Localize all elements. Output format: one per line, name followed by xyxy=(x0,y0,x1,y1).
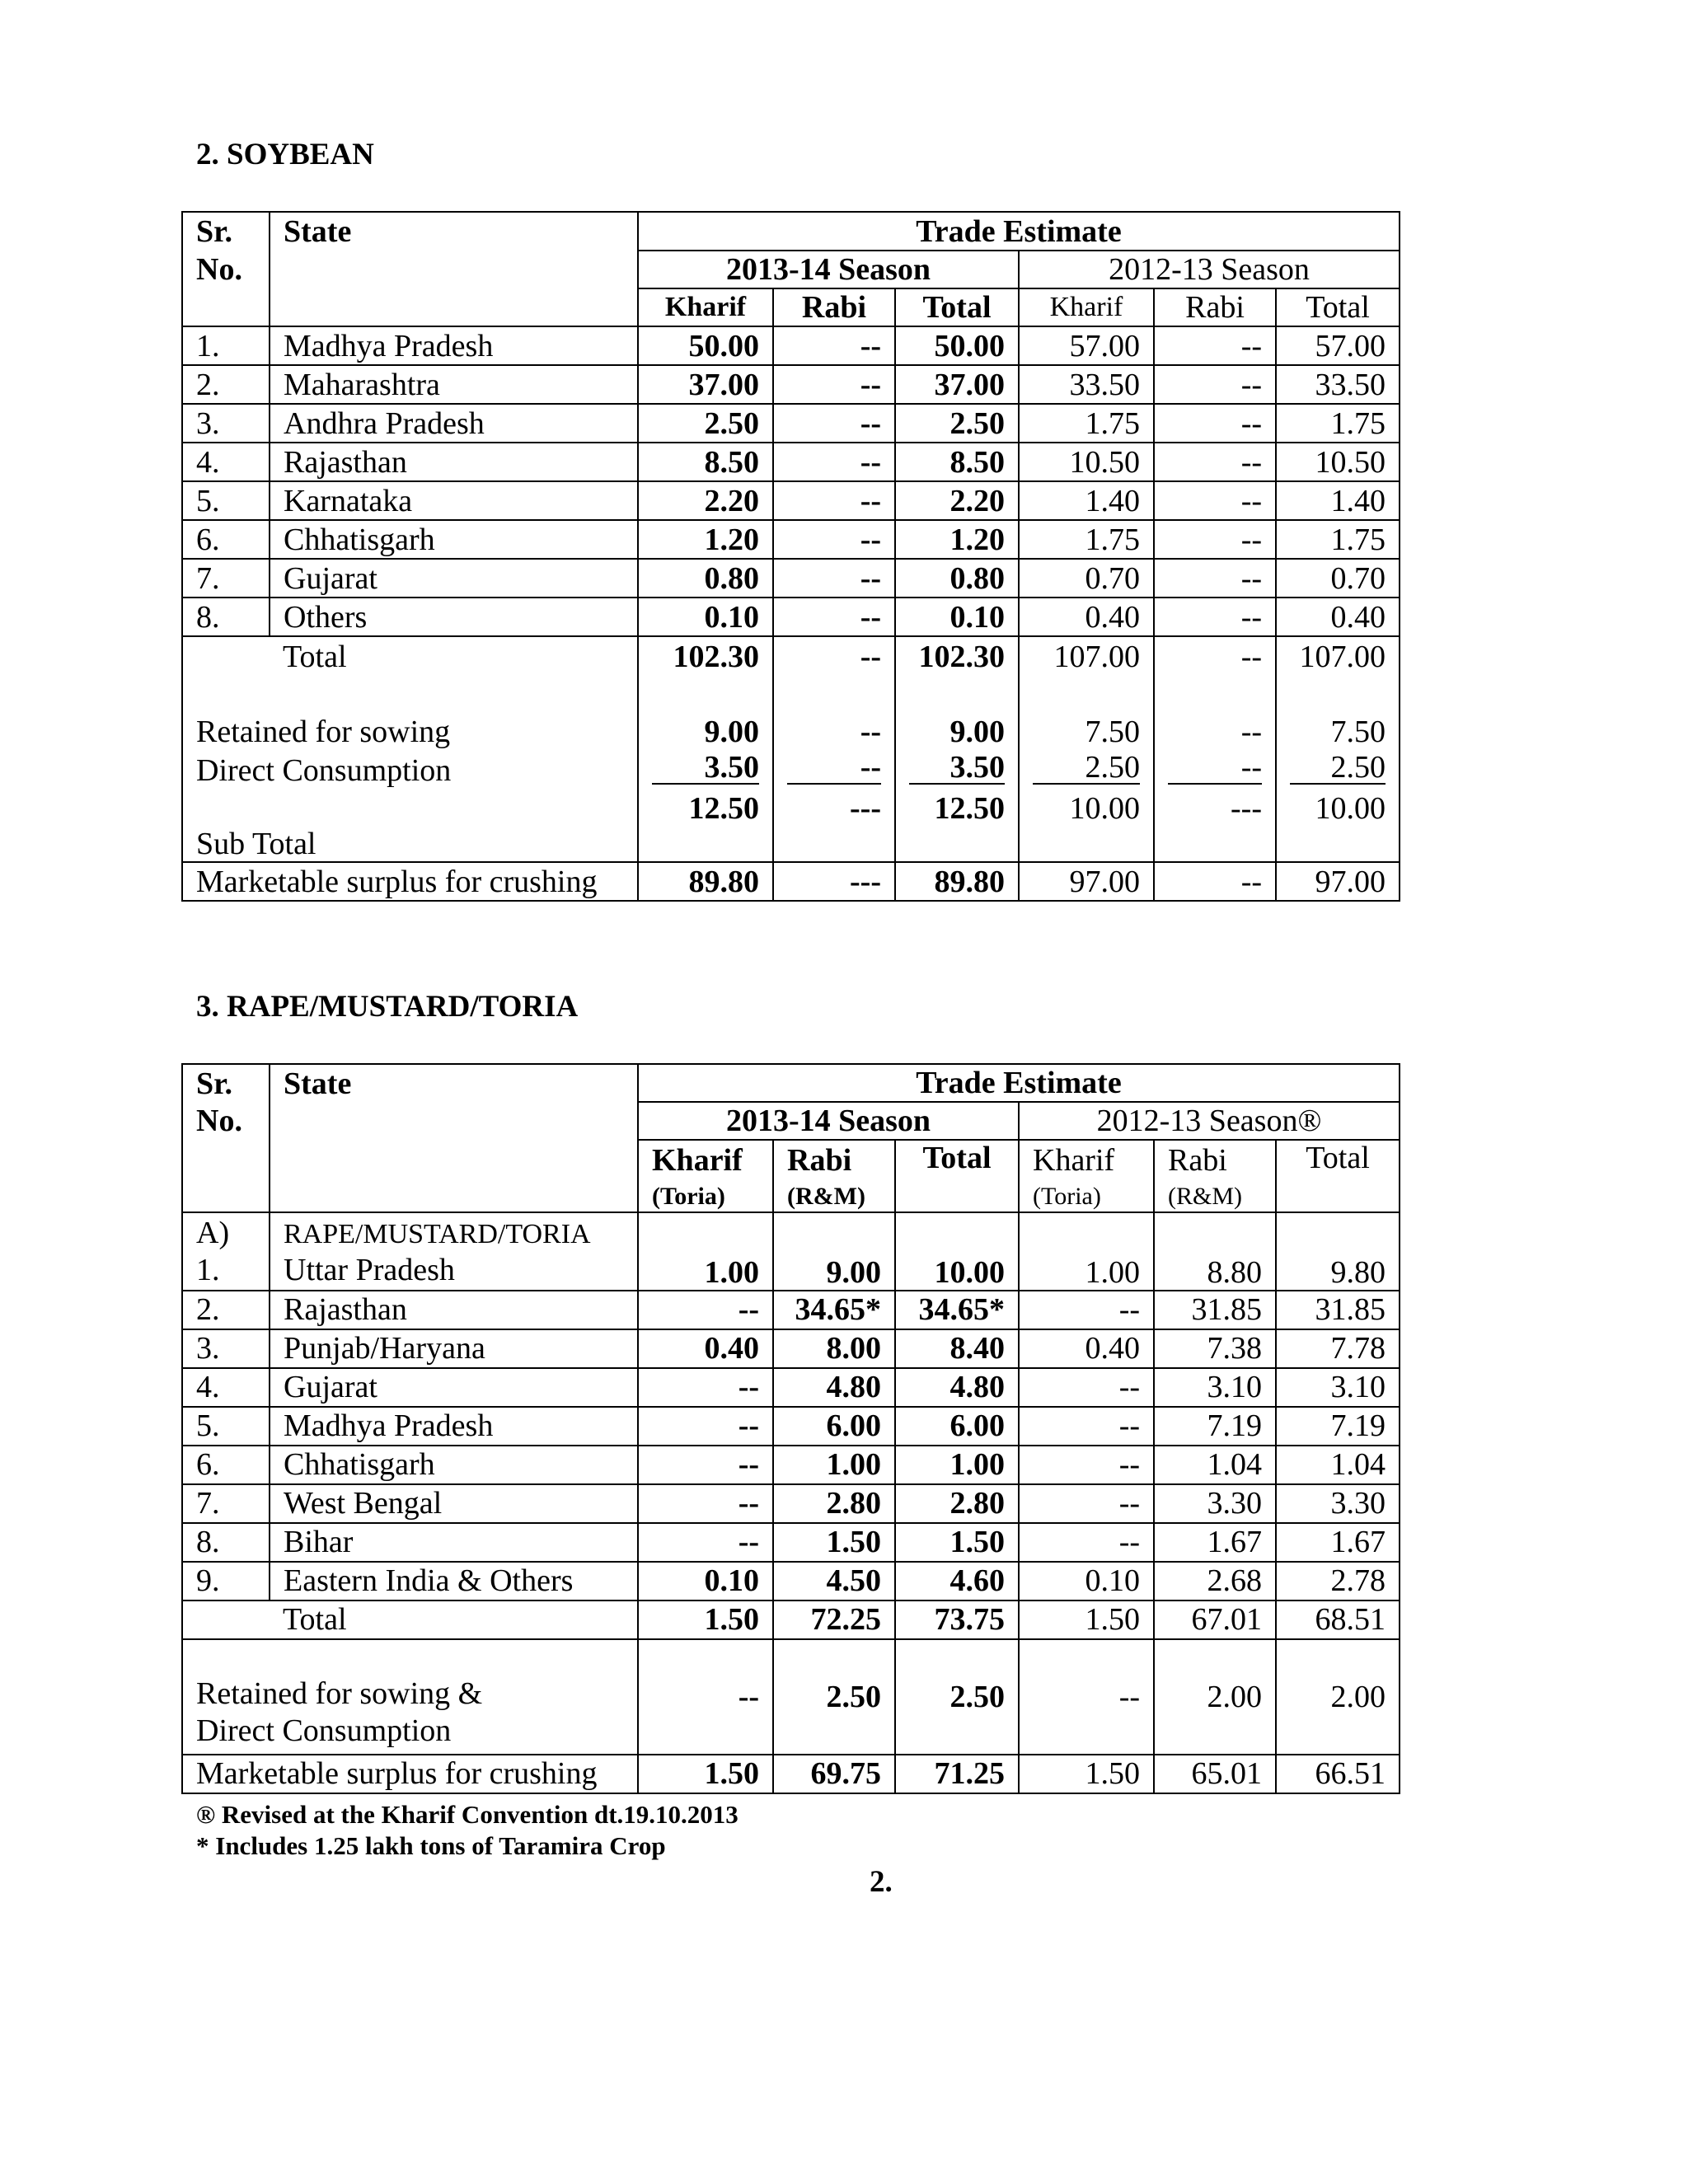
total-prev-cell: 1.75 xyxy=(1276,520,1400,559)
kharif-cell: 37.00 xyxy=(638,365,773,404)
marketable-total-prev: 97.00 xyxy=(1276,862,1400,901)
total-cell: 1.00 xyxy=(895,1446,1019,1484)
rabi-prev-cell: 7.19 xyxy=(1154,1407,1276,1446)
state-cell: Rajasthan xyxy=(270,443,638,481)
total-prev-cell: 1.04 xyxy=(1276,1446,1400,1484)
sr-cell: 2. xyxy=(182,1291,270,1329)
total-kharif: 102.30 xyxy=(638,636,773,676)
group-label: RAPE/MUSTARD/TORIA xyxy=(284,1218,591,1249)
rabi-cell: 1.50 xyxy=(773,1523,895,1562)
sr-cell: 7. xyxy=(182,559,270,598)
direct-rabi: -- xyxy=(787,752,881,785)
total-total: 102.30 xyxy=(895,636,1019,676)
total-cell: 34.65* xyxy=(895,1291,1019,1329)
subtotal-label: Sub Total xyxy=(182,790,638,862)
rabi-header-prev xyxy=(1154,1140,1276,1212)
rabi-cell: -- xyxy=(773,598,895,636)
kharif-prev-cell: 10.50 xyxy=(1019,443,1154,481)
total-prev-cell: 10.50 xyxy=(1276,443,1400,481)
total-cell: 37.00 xyxy=(895,365,1019,404)
rabi-prev-cell: 3.30 xyxy=(1154,1484,1276,1523)
sr-cell: 8. xyxy=(182,1523,270,1562)
direct-kharif-prev: 2.50 xyxy=(1033,752,1140,785)
subtotal-rabi: --- xyxy=(773,790,895,862)
no-header: No. xyxy=(182,251,270,288)
table-row xyxy=(182,1562,1400,1601)
retained-kharif: -- xyxy=(638,1639,773,1755)
rabi-sub-label: (R&M) xyxy=(787,1182,865,1210)
kharif-prev-cell: 0.70 xyxy=(1019,559,1154,598)
total-kharif-prev: 107.00 xyxy=(1019,636,1154,676)
state-header: State xyxy=(270,1064,638,1102)
kharif-prev-cell: -- xyxy=(1019,1523,1154,1562)
trade-estimate-header: Trade Estimate xyxy=(638,1064,1400,1102)
state-cell: Gujarat xyxy=(270,1368,638,1407)
total-cell: 1.50 xyxy=(895,1523,1019,1562)
kharif-cell: -- xyxy=(638,1291,773,1329)
table-row xyxy=(182,1368,1400,1407)
rabi-prev-cell: -- xyxy=(1154,404,1276,443)
marketable-kharif: 1.50 xyxy=(638,1755,773,1793)
rabi-cell: -- xyxy=(773,404,895,443)
state-cell: Rajasthan xyxy=(270,1291,638,1329)
rabi-header: Rabi xyxy=(773,288,895,326)
state-header-spacer xyxy=(270,1140,638,1212)
soybean-header-row-2 xyxy=(182,251,1400,288)
total-prev-cell: 1.67 xyxy=(1276,1523,1400,1562)
total-prev-cell: 3.30 xyxy=(1276,1484,1400,1523)
subtotal-row xyxy=(182,790,1400,862)
direct-total-prev: 2.50 xyxy=(1290,752,1386,785)
kharif-prev-cell: 33.50 xyxy=(1019,365,1154,404)
total-prev-cell: 3.10 xyxy=(1276,1368,1400,1407)
retained-rabi-prev: -- xyxy=(1154,712,1276,752)
sr-cell: 3. xyxy=(182,1329,270,1368)
state-cell: Chhatisgarh xyxy=(270,520,638,559)
sr-cell: 8. xyxy=(182,598,270,636)
trade-estimate-header: Trade Estimate xyxy=(638,212,1400,251)
marketable-total-prev: 66.51 xyxy=(1276,1755,1400,1793)
rabi-cell: -- xyxy=(773,520,895,559)
total-rabi: 72.25 xyxy=(773,1601,895,1639)
direct-total-cell xyxy=(895,752,1019,790)
kharif-cell: 0.80 xyxy=(638,559,773,598)
rabi-prev-cell: 7.38 xyxy=(1154,1329,1276,1368)
marketable-kharif-prev: 97.00 xyxy=(1019,862,1154,901)
retained-label: Retained for sowing xyxy=(182,712,638,752)
kharif-cell: 50.00 xyxy=(638,326,773,365)
total-total-prev: 107.00 xyxy=(1276,636,1400,676)
kharif-cell: 0.10 xyxy=(638,598,773,636)
subtotal-total: 12.50 xyxy=(895,790,1019,862)
rabi-prev-cell: -- xyxy=(1154,326,1276,365)
total-prev-cell: 9.80 xyxy=(1276,1212,1400,1291)
kharif-header: Kharif xyxy=(638,288,773,326)
total-cell: 1.20 xyxy=(895,520,1019,559)
subtotal-total-prev: 10.00 xyxy=(1276,790,1400,862)
group-sr: A) xyxy=(196,1215,230,1250)
retained-label xyxy=(182,1639,638,1755)
marketable-rabi: 69.75 xyxy=(773,1755,895,1793)
kharif-prev-cell: -- xyxy=(1019,1368,1154,1407)
rabi-cell: 8.00 xyxy=(773,1329,895,1368)
mustard-header-row-1 xyxy=(182,1064,1400,1102)
rabi-cell: -- xyxy=(773,443,895,481)
retained-kharif: 9.00 xyxy=(638,712,773,752)
kharif-cell: 0.40 xyxy=(638,1329,773,1368)
marketable-total: 89.80 xyxy=(895,862,1019,901)
retained-kharif-prev: -- xyxy=(1019,1639,1154,1755)
table-row xyxy=(182,520,1400,559)
total-cell: 10.00 xyxy=(895,1212,1019,1291)
rabi-label-prev: Rabi xyxy=(1168,1143,1227,1178)
total-cell: 2.50 xyxy=(895,404,1019,443)
sr-header-spacer xyxy=(182,1140,270,1212)
rabi-cell: -- xyxy=(773,326,895,365)
retained-kharif-prev: 7.50 xyxy=(1019,712,1154,752)
rabi-cell: 1.00 xyxy=(773,1446,895,1484)
direct-total: 3.50 xyxy=(909,752,1005,785)
rabi-prev-cell: -- xyxy=(1154,443,1276,481)
sr-cell: 1. xyxy=(182,326,270,365)
rabi-prev-cell: -- xyxy=(1154,520,1276,559)
rabi-cell: -- xyxy=(773,481,895,520)
sr-cell: 5. xyxy=(182,1407,270,1446)
retained-label-line2: Direct Consumption xyxy=(196,1713,452,1749)
kharif-cell: 8.50 xyxy=(638,443,773,481)
total-prev-cell: 57.00 xyxy=(1276,326,1400,365)
season-current-header: 2013-14 Season xyxy=(638,251,1019,288)
rabi-cell: 4.50 xyxy=(773,1562,895,1601)
total-label: Total xyxy=(270,636,638,676)
sr-header-spacer xyxy=(182,288,270,326)
kharif-cell: 1.00 xyxy=(638,1212,773,1291)
state-cell: Maharashtra xyxy=(270,365,638,404)
spacer xyxy=(182,636,270,676)
table-row xyxy=(182,1329,1400,1368)
sr-cell: 5. xyxy=(182,481,270,520)
total-rabi-prev: 67.01 xyxy=(1154,1601,1276,1639)
retained-total-prev: 2.00 xyxy=(1276,1639,1400,1755)
total-cell: 50.00 xyxy=(895,326,1019,365)
total-cell: 8.50 xyxy=(895,443,1019,481)
table-row xyxy=(182,1291,1400,1329)
rabi-header xyxy=(773,1140,895,1212)
page-number: 2. xyxy=(870,1865,893,1899)
total-rabi: -- xyxy=(773,636,895,676)
marketable-kharif-prev: 1.50 xyxy=(1019,1755,1154,1793)
direct-kharif: 3.50 xyxy=(652,752,759,785)
subtotal-rabi-prev: --- xyxy=(1154,790,1276,862)
kharif-prev-cell: 0.40 xyxy=(1019,598,1154,636)
total-prev-cell: 33.50 xyxy=(1276,365,1400,404)
table-row xyxy=(182,443,1400,481)
kharif-sub-label: (Toria) xyxy=(652,1182,725,1210)
kharif-prev-cell: 0.40 xyxy=(1019,1329,1154,1368)
retained-rabi: -- xyxy=(773,712,895,752)
rabi-cell: 6.00 xyxy=(773,1407,895,1446)
kharif-prev-cell: 57.00 xyxy=(1019,326,1154,365)
table-row xyxy=(182,1212,1400,1291)
rabi-prev-cell: -- xyxy=(1154,598,1276,636)
revised-footnote: ® Revised at the Kharif Convention dt.19.10.2013 xyxy=(196,1800,738,1829)
state-cell: Others xyxy=(270,598,638,636)
sr-cell: 4. xyxy=(182,443,270,481)
kharif-header-prev xyxy=(1019,1140,1154,1212)
total-header-prev: Total xyxy=(1276,1140,1400,1212)
total-prev-cell: 2.78 xyxy=(1276,1562,1400,1601)
retained-rabi: 2.50 xyxy=(773,1639,895,1755)
marketable-rabi-prev: -- xyxy=(1154,862,1276,901)
retained-total-prev: 7.50 xyxy=(1276,712,1400,752)
kharif-prev-cell: 0.10 xyxy=(1019,1562,1154,1601)
direct-rabi-cell xyxy=(773,752,895,790)
kharif-prev-cell: -- xyxy=(1019,1407,1154,1446)
marketable-kharif: 89.80 xyxy=(638,862,773,901)
sr-cell: 3. xyxy=(182,404,270,443)
total-cell: 8.40 xyxy=(895,1329,1019,1368)
state-cell: Gujarat xyxy=(270,559,638,598)
kharif-cell: -- xyxy=(638,1368,773,1407)
total-cell: 2.20 xyxy=(895,481,1019,520)
soybean-header-row-1 xyxy=(182,212,1400,251)
rabi-cell: 2.80 xyxy=(773,1484,895,1523)
kharif-cell: 2.20 xyxy=(638,481,773,520)
state-cell: Eastern India & Others xyxy=(270,1562,638,1601)
retained-label-line1: Retained for sowing & xyxy=(196,1675,483,1711)
kharif-label: Kharif xyxy=(652,1143,743,1178)
total-prev-cell: 0.40 xyxy=(1276,598,1400,636)
total-cell: 6.00 xyxy=(895,1407,1019,1446)
rabi-prev-cell: -- xyxy=(1154,481,1276,520)
row-sr: 1. xyxy=(196,1253,220,1288)
rabi-prev-cell: 1.04 xyxy=(1154,1446,1276,1484)
retained-total: 2.50 xyxy=(895,1639,1019,1755)
direct-total-prev-cell xyxy=(1276,752,1400,790)
blank-row xyxy=(182,676,1400,712)
rabi-header-prev: Rabi xyxy=(1154,288,1276,326)
retained-row xyxy=(182,712,1400,752)
kharif-sub-label-prev: (Toria) xyxy=(1033,1182,1101,1210)
state-cell: West Bengal xyxy=(270,1484,638,1523)
kharif-header-prev: Kharif xyxy=(1019,288,1154,326)
sr-cell: 2. xyxy=(182,365,270,404)
kharif-prev-cell: 1.40 xyxy=(1019,481,1154,520)
kharif-prev-cell: 1.75 xyxy=(1019,520,1154,559)
total-rabi-prev: -- xyxy=(1154,636,1276,676)
state-cell: Madhya Pradesh xyxy=(270,1407,638,1446)
marketable-label: Marketable surplus for crushing xyxy=(182,862,638,901)
total-cell: 2.80 xyxy=(895,1484,1019,1523)
season-previous-header: 2012-13 Season® xyxy=(1019,1102,1400,1140)
state-cell: Madhya Pradesh xyxy=(270,326,638,365)
total-prev-cell: 31.85 xyxy=(1276,1291,1400,1329)
rabi-prev-cell: 3.10 xyxy=(1154,1368,1276,1407)
rabi-prev-cell: 31.85 xyxy=(1154,1291,1276,1329)
table-row xyxy=(182,1523,1400,1562)
total-label: Total xyxy=(270,1601,638,1639)
table-row xyxy=(182,365,1400,404)
rabi-sub-label-prev: (R&M) xyxy=(1168,1182,1242,1210)
subtotal-kharif: 12.50 xyxy=(638,790,773,862)
rabi-cell: 34.65* xyxy=(773,1291,895,1329)
rabi-cell: 4.80 xyxy=(773,1368,895,1407)
total-row xyxy=(182,636,1400,676)
kharif-cell: -- xyxy=(638,1407,773,1446)
season-current-header: 2013-14 Season xyxy=(638,1102,1019,1140)
soybean-section-title: 2. SOYBEAN xyxy=(196,138,374,171)
rabi-prev-cell: -- xyxy=(1154,559,1276,598)
rabi-cell: -- xyxy=(773,559,895,598)
marketable-total: 71.25 xyxy=(895,1755,1019,1793)
sr-header: Sr. xyxy=(182,212,270,251)
state-cell: Karnataka xyxy=(270,481,638,520)
total-prev-cell: 7.19 xyxy=(1276,1407,1400,1446)
retained-rabi-prev: 2.00 xyxy=(1154,1639,1276,1755)
total-kharif-prev: 1.50 xyxy=(1019,1601,1154,1639)
table-row xyxy=(182,598,1400,636)
marketable-rabi: --- xyxy=(773,862,895,901)
sr-cell: 9. xyxy=(182,1562,270,1601)
sr-cell: 7. xyxy=(182,1484,270,1523)
rabi-prev-cell: -- xyxy=(1154,365,1276,404)
direct-rabi-prev: -- xyxy=(1168,752,1262,785)
rabi-prev-cell: 8.80 xyxy=(1154,1212,1276,1291)
kharif-prev-cell: -- xyxy=(1019,1484,1154,1523)
total-row xyxy=(182,1601,1400,1639)
retained-row xyxy=(182,1639,1400,1755)
kharif-cell: -- xyxy=(638,1446,773,1484)
total-cell: 4.60 xyxy=(895,1562,1019,1601)
total-header: Total xyxy=(895,288,1019,326)
kharif-cell: -- xyxy=(638,1484,773,1523)
total-total: 73.75 xyxy=(895,1601,1019,1639)
total-prev-cell: 7.78 xyxy=(1276,1329,1400,1368)
rabi-cell: -- xyxy=(773,365,895,404)
includes-footnote: * Includes 1.25 lakh tons of Taramira Crop xyxy=(196,1831,666,1860)
kharif-cell: 0.10 xyxy=(638,1562,773,1601)
total-cell: 0.80 xyxy=(895,559,1019,598)
kharif-cell: 2.50 xyxy=(638,404,773,443)
total-kharif: 1.50 xyxy=(638,1601,773,1639)
table-row xyxy=(182,1446,1400,1484)
state-cell: Chhatisgarh xyxy=(270,1446,638,1484)
direct-kharif-cell xyxy=(638,752,773,790)
kharif-cell: 1.20 xyxy=(638,520,773,559)
direct-label: Direct Consumption xyxy=(182,752,638,790)
season-previous-header: 2012-13 Season xyxy=(1019,251,1400,288)
state-cell: Andhra Pradesh xyxy=(270,404,638,443)
sr-header: Sr. xyxy=(182,1064,270,1102)
state-cell: Punjab/Haryana xyxy=(270,1329,638,1368)
direct-kharif-prev-cell xyxy=(1019,752,1154,790)
rabi-prev-cell: 2.68 xyxy=(1154,1562,1276,1601)
kharif-prev-cell: 1.75 xyxy=(1019,404,1154,443)
sr-cell: 6. xyxy=(182,520,270,559)
table-row xyxy=(182,481,1400,520)
table-row xyxy=(182,559,1400,598)
state-header: State xyxy=(270,212,638,251)
direct-row xyxy=(182,752,1400,790)
sr-cell xyxy=(182,1212,270,1291)
sr-cell: 6. xyxy=(182,1446,270,1484)
state-header-spacer xyxy=(270,251,638,288)
direct-rabi-prev-cell xyxy=(1154,752,1276,790)
mustard-header-row-2 xyxy=(182,1102,1400,1140)
total-total-prev: 68.51 xyxy=(1276,1601,1400,1639)
no-header: No. xyxy=(182,1102,270,1140)
total-cell: 4.80 xyxy=(895,1368,1019,1407)
state-header-spacer xyxy=(270,288,638,326)
kharif-prev-cell: -- xyxy=(1019,1291,1154,1329)
marketable-label: Marketable surplus for crushing xyxy=(182,1755,638,1793)
marketable-row xyxy=(182,1755,1400,1793)
total-prev-cell: 1.40 xyxy=(1276,481,1400,520)
row-state: Uttar Pradesh xyxy=(284,1253,455,1288)
kharif-label-prev: Kharif xyxy=(1033,1143,1115,1178)
kharif-prev-cell: 1.00 xyxy=(1019,1212,1154,1291)
sr-cell: 4. xyxy=(182,1368,270,1407)
state-header-spacer xyxy=(270,1102,638,1140)
soybean-header-row-3 xyxy=(182,288,1400,326)
mustard-section-title: 3. RAPE/MUSTARD/TORIA xyxy=(196,990,579,1024)
subtotal-kharif-prev: 10.00 xyxy=(1019,790,1154,862)
mustard-header-row-3 xyxy=(182,1140,1400,1212)
rabi-prev-cell: 1.67 xyxy=(1154,1523,1276,1562)
rabi-cell: 9.00 xyxy=(773,1212,895,1291)
table-row xyxy=(182,404,1400,443)
total-header: Total xyxy=(895,1140,1019,1212)
mustard-table xyxy=(181,1063,1400,1794)
rabi-label: Rabi xyxy=(787,1143,852,1178)
total-header-prev: Total xyxy=(1276,288,1400,326)
spacer xyxy=(182,1601,270,1639)
marketable-rabi-prev: 65.01 xyxy=(1154,1755,1276,1793)
table-row xyxy=(182,326,1400,365)
table-row xyxy=(182,1484,1400,1523)
total-prev-cell: 1.75 xyxy=(1276,404,1400,443)
kharif-header xyxy=(638,1140,773,1212)
total-prev-cell: 0.70 xyxy=(1276,559,1400,598)
state-cell: Bihar xyxy=(270,1523,638,1562)
table-row xyxy=(182,1407,1400,1446)
total-cell: 0.10 xyxy=(895,598,1019,636)
retained-total: 9.00 xyxy=(895,712,1019,752)
soybean-table xyxy=(181,211,1400,902)
kharif-cell: -- xyxy=(638,1523,773,1562)
marketable-row xyxy=(182,862,1400,901)
state-cell xyxy=(270,1212,638,1291)
kharif-prev-cell: -- xyxy=(1019,1446,1154,1484)
